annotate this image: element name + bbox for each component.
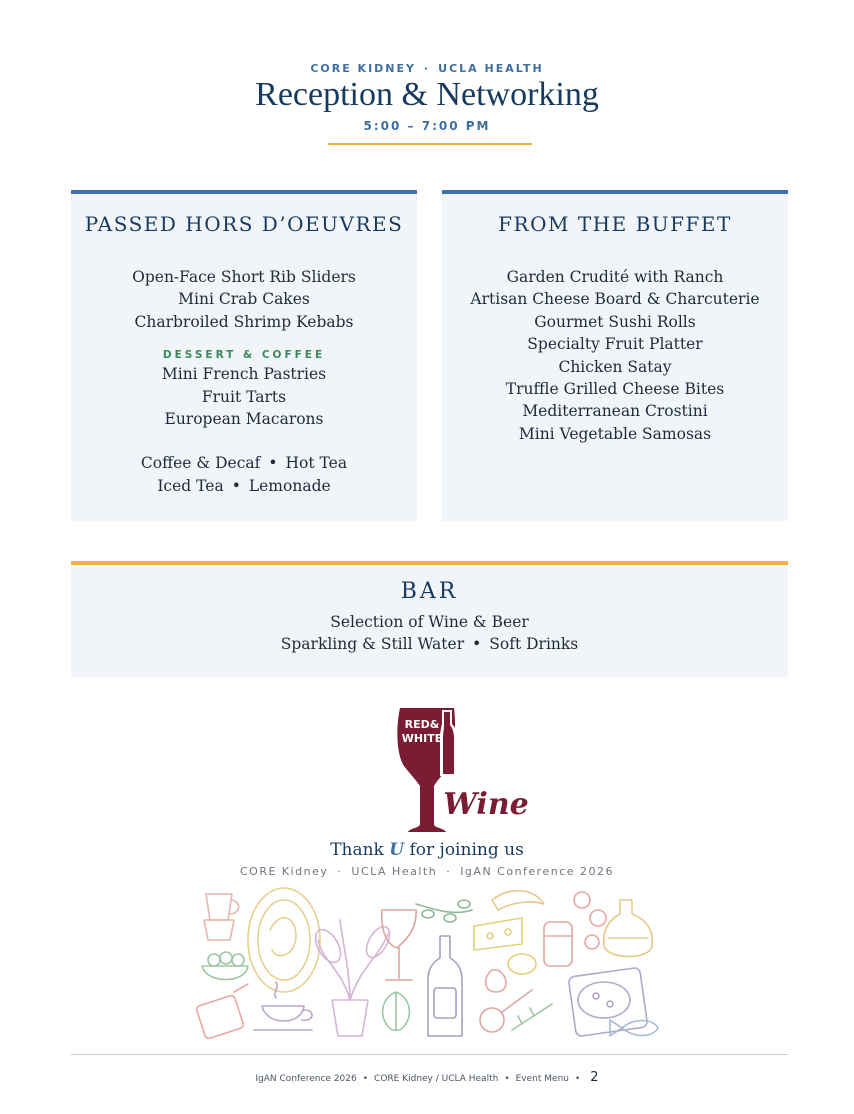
- bar-items: [71, 611, 788, 656]
- credit-item: CORE Kidney: [239, 865, 329, 878]
- logo-text-top: RED&: [404, 718, 440, 731]
- org-left: CORE KIDNEY: [310, 62, 416, 75]
- bullet: •: [268, 454, 278, 473]
- page-footer: [0, 1070, 854, 1085]
- credit-item: UCLA Health: [351, 865, 438, 878]
- drink-item: Soft Drinks: [489, 635, 579, 654]
- buffet-items-list: [442, 266, 788, 445]
- wine-bottle-icon: [428, 936, 462, 1036]
- drink-item: Hot Tea: [285, 454, 348, 473]
- organizers-eyebrow: [0, 62, 854, 75]
- herbs-icon: [512, 1004, 552, 1030]
- cutting-board-icon: [196, 984, 248, 1039]
- menu-item: Fruit Tarts: [201, 387, 287, 406]
- croissant-icon: [492, 891, 544, 910]
- menu-item: Truffle Grilled Cheese Bites: [505, 380, 725, 399]
- pizza-board-icon: [568, 967, 648, 1036]
- artichoke-icon: [383, 992, 410, 1030]
- menu-item: Specialty Fruit Platter: [527, 335, 703, 354]
- credit-item: IgAN Conference 2026: [460, 865, 615, 878]
- plant-vase-icon: [310, 920, 394, 1036]
- menu-item: Charbroiled Shrimp Kebabs: [134, 312, 354, 331]
- menu-item: European Macarons: [164, 410, 324, 429]
- footer-divider: [71, 1054, 788, 1055]
- buffet-panel: [442, 190, 788, 521]
- menu-item: Mini Crab Cakes: [178, 290, 310, 309]
- footer-part: CORE Kidney / UCLA Health: [374, 1074, 499, 1084]
- menu-item: Garden Crudité with Ranch: [506, 268, 724, 286]
- oil-bottle-icon: [604, 900, 653, 957]
- jar-icon: [544, 922, 572, 966]
- food-doodles-illustration: [192, 880, 662, 1045]
- bar-line: Selection of Wine & Beer: [330, 613, 529, 631]
- footer-part: Event Menu: [515, 1074, 569, 1084]
- olive-branch-icon: [416, 900, 472, 922]
- menu-item: Mini French Pastries: [161, 365, 327, 384]
- bullet: •: [362, 1074, 369, 1084]
- passed-hors-doeuvres-panel: [71, 190, 417, 521]
- separator-dot: ·: [423, 62, 431, 75]
- panel-heading: FROM THE BUFFET: [498, 212, 732, 236]
- drink-item: Sparkling & Still Water: [280, 635, 465, 654]
- drink-item: Iced Tea: [157, 476, 224, 495]
- bar-line: [71, 633, 788, 655]
- credit-line: [0, 865, 854, 878]
- thank-you-line: [0, 840, 854, 860]
- panel-heading: PASSED HORS D’OEUVRES: [84, 212, 404, 236]
- logo-text-mid: WHITE: [401, 732, 443, 745]
- fig-icon: [486, 970, 506, 992]
- menu-item: Mediterranean Crostini: [522, 402, 708, 421]
- menu-item: Open-Face Short Rib Sliders: [132, 268, 356, 286]
- drink-item: Lemonade: [248, 476, 331, 495]
- bullet: •: [504, 1074, 510, 1084]
- moka-pot-icon: [204, 894, 239, 940]
- thanks-before: Thank: [330, 840, 390, 860]
- panel-heading: BAR: [400, 579, 459, 604]
- title-underline: [328, 143, 532, 145]
- lemon-icon: [508, 954, 536, 974]
- separator-dot: ·: [337, 865, 343, 878]
- logo-script: Wine: [443, 787, 529, 822]
- bullet: •: [231, 476, 241, 495]
- footer-part: IgAN Conference 2026: [255, 1074, 357, 1084]
- wine-glass-bottle-icon: [390, 706, 540, 836]
- page-title: Reception & Networking: [255, 76, 599, 113]
- bullet: •: [574, 1074, 581, 1084]
- passed-items-list: [71, 266, 417, 497]
- menu-item: Gourmet Sushi Rolls: [534, 312, 696, 331]
- pizza-cutter-icon: [480, 990, 532, 1032]
- org-right: UCLA HEALTH: [438, 62, 544, 75]
- page-number: 2: [590, 1070, 599, 1085]
- fish-platter-icon: [248, 888, 320, 992]
- event-time: 5:00 – 7:00 PM: [363, 119, 491, 133]
- thanks-u: U: [389, 840, 405, 860]
- drinks-line: [71, 475, 417, 497]
- tomatoes-icon: [574, 892, 606, 949]
- menu-item: Mini Vegetable Samosas: [518, 424, 712, 443]
- menu-item: Chicken Satay: [558, 357, 672, 376]
- dessert-subheading: DESSERT & COFFEE: [162, 349, 326, 362]
- cheese-icon: [474, 918, 522, 950]
- thanks-after: for joining us: [404, 840, 524, 860]
- coffee-cup-icon: [254, 982, 312, 1030]
- bar-panel: [71, 561, 788, 677]
- menu-item: Artisan Cheese Board & Charcuterie: [470, 290, 760, 309]
- spacer: [71, 430, 417, 452]
- salad-bowl-icon: [202, 952, 248, 980]
- drink-item: Coffee & Decaf: [140, 454, 261, 473]
- separator-dot: ·: [446, 865, 452, 878]
- drinks-line: [71, 452, 417, 474]
- bullet: •: [472, 635, 482, 654]
